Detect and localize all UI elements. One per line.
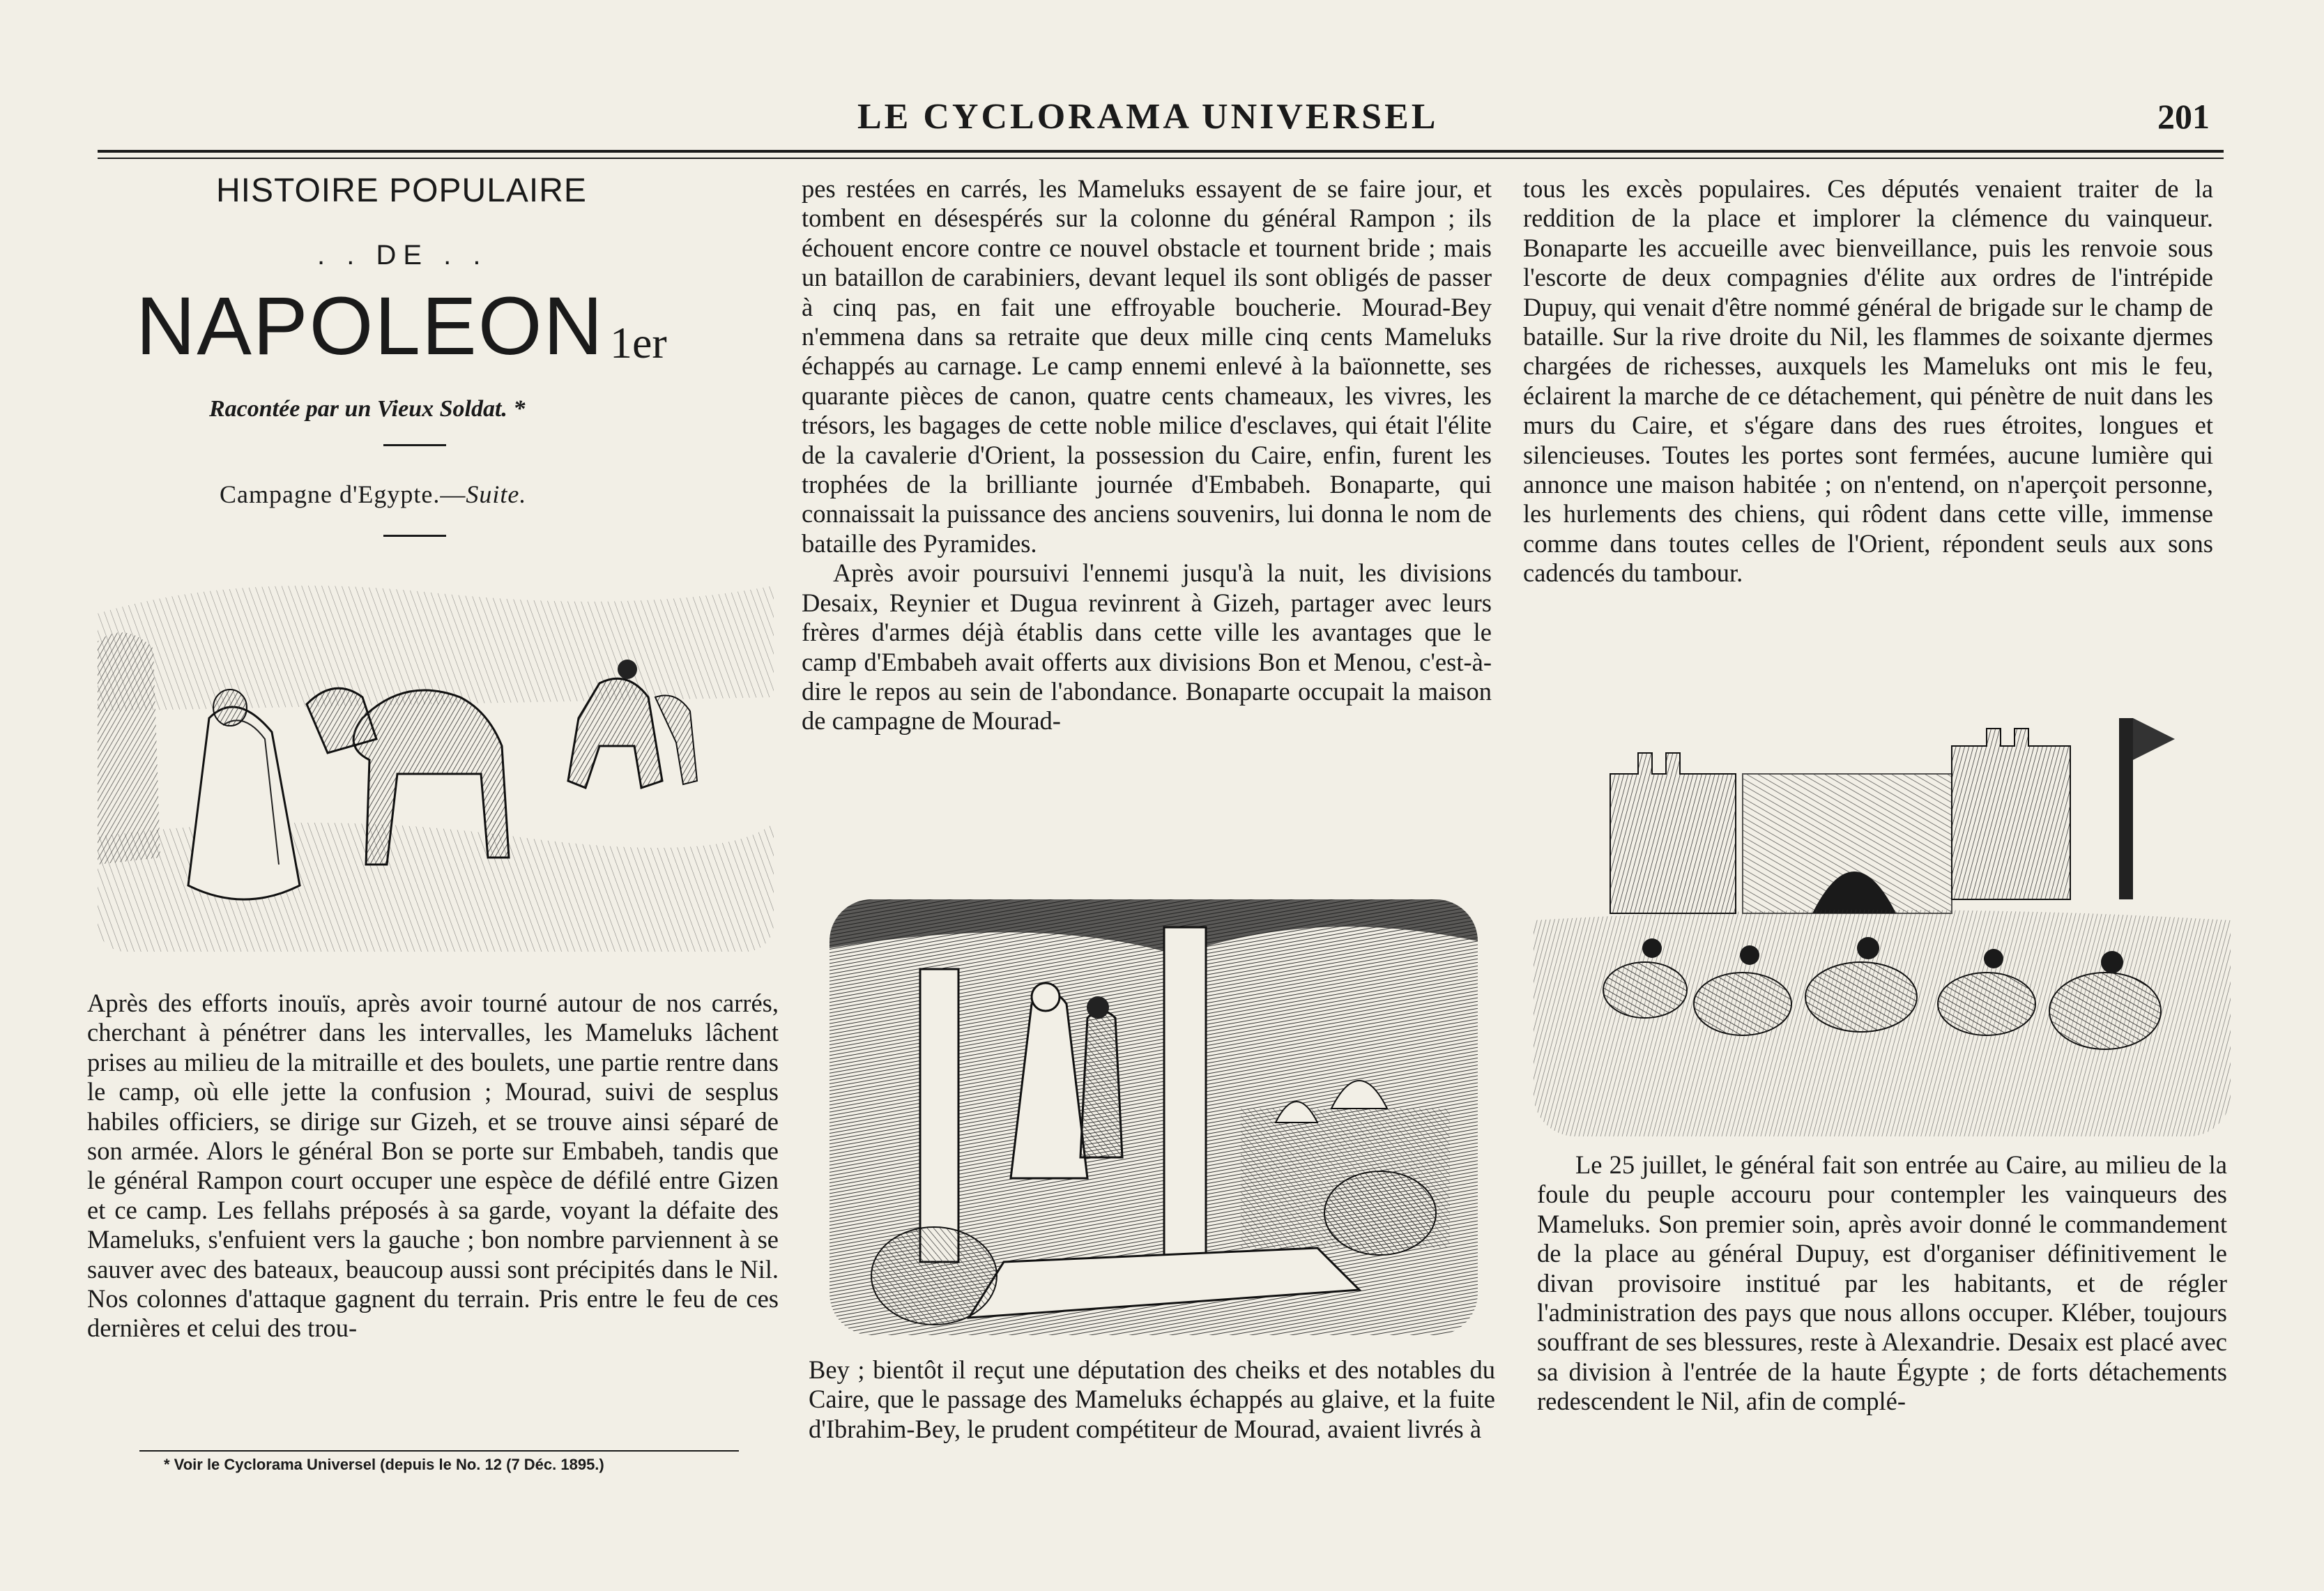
column-2-body-bottom xyxy=(809,1355,1495,1444)
section-label: Campagne d'Egypte.— xyxy=(220,480,466,508)
page-number: 201 xyxy=(2157,97,2210,136)
illustration-camel-caravan xyxy=(98,558,774,952)
footnote: * Voir le Cyclorama Universel (depuis le No. 12 (7 Déc. 1895.) xyxy=(164,1456,604,1473)
paragraph: pes restées en carrés, les Mameluks essayent de se faire jour, et tombent en désespérés sur la colonne du général Rampon ; ils échouent encore contre ce nouvel obstacle et tournent bride ; mais un bataillon de carabiniers, devant lequel ils sont obligés de passer à cinq pas, en fait une effroyable boucherie. Mourad-Bey n'emmena dans sa retraite que deux mille cinq cents Mameluks échappés au carnage. Le camp ennemi enlevé à la baïonnette, ses quarante pièces de canon, quatre cents chameaux, les vivres, les trésors, les bagages de cette noble milice d'esclaves, qui était l'élite de la cavalerie d'Orient, la possession du Caire, enfin, furent les trophées de la brilliante journée d'Embabeh. Bonaparte, qui connaissait la puissance des anciens souvenirs, lui donna le nom de bataille des Pyramides. xyxy=(802,174,1492,558)
illustration-delegation xyxy=(830,899,1478,1335)
column-3-body-bottom xyxy=(1537,1150,2227,1417)
heading-histoire-populaire: HISTOIRE POPULAIRE xyxy=(216,172,587,209)
column-3-body-top xyxy=(1523,174,2213,588)
section-suffix: Suite. xyxy=(466,480,527,508)
heading-ordinal: 1er xyxy=(610,318,667,367)
page-header-title: LE CYCLORAMA UNIVERSEL xyxy=(857,97,1439,137)
header-rule-thin xyxy=(98,158,2224,159)
paragraph: Après avoir poursuivi l'ennemi jusqu'à la nuit, les divisions Desaix, Reynier et Dugua revinrent à Gizeh, partager avec leurs frères d'armes déjà établis dans cette ville les avantages que le camp d'Embabeh avait offerts aux divisions Bon et Menou, c'est-à-dire le repos au sein de l'abondance. Bonaparte occupait la maison de campagne de Mourad- xyxy=(802,558,1492,736)
paragraph: Bey ; bientôt il reçut une députation des cheiks et des notables du Caire, que le passage des Mameluks échappés au glaive, et la fuite d'Ibrahim-Bey, le prudent compétiteur de Mourad, avaient livrés à xyxy=(809,1355,1495,1443)
header-rule-thick xyxy=(98,150,2224,153)
illustration-entry-into-cairo xyxy=(1534,690,2231,1136)
paragraph: Le 25 juillet, le général fait son entrée au Caire, au milieu de la foule du peuple accouru pour contempler les vainqueurs des Mameluks. Son premier soin, après avoir donné le commandement de la place au général Dupuy, est d'organiser définitivement le divan provisoire institué par les habitants, et de régler l'administration des pays que nous allons occuper. Kléber, toujours souffrant de ses blessures, reste à Alexandrie. Desaix est placé avec sa division à l'entrée de la haute Égypte ; de forts détachements redescendent le Nil, afin de complé- xyxy=(1537,1150,2227,1416)
column-2-body-top xyxy=(802,174,1492,736)
short-divider xyxy=(383,444,446,446)
byline: Racontée par un Vieux Soldat. * xyxy=(209,396,526,422)
section-heading xyxy=(220,480,526,509)
column-1-body xyxy=(87,989,779,1343)
heading-de: . . DE . . xyxy=(317,240,488,271)
footnote-rule xyxy=(139,1450,739,1452)
heading-napoleon: NAPOLEON xyxy=(136,280,604,372)
paragraph: tous les excès populaires. Ces députés venaient traiter de la reddition de la place et implorer la clémence du vainqueur. Bonaparte les accueille avec bienveillance, puis les renvoie sous l'escorte de deux compagnies d'élite aux ordres de l'intrépide Dupuy, qui venait d'être nommé général de brigade sur le champ de bataille. Sur la rive droite du Nil, les flammes de soixante djermes chargées de richesses, auxquels les Mameluks ont mis le feu, éclairent la marche de ce détachement, qui pénètre de nuit dans les murs du Caire, et s'égare dans des rues étroites, longues et silencieuses. Toutes les portes sont fermées, aucune lumière qui annonce une maison habitée ; on n'entend, on n'aperçoit personne, les hurlements des chiens, qui rôdent dans cette ville, immense comme dans toutes celles de l'Orient, répondent seuls aux sons cadencés du tambour. xyxy=(1523,174,2213,588)
short-divider xyxy=(383,535,446,537)
paragraph: Après des efforts inouïs, après avoir tourné autour de nos carrés, cherchant à pénétrer dans les intervalles, les Mameluks lâchent prises au milieu de la mitraille et des boulets, une partie rentre dans le camp, où elle jette la confusion ; Mourad, suivi de sesplus habiles officiers, se dirige sur Gizeh, et se trouve ainsi séparé de son armée. Alors le général Bon se porte sur Embabeh, tandis que le général Rampon court occuper une espèce de défilé entre Gizen et ce camp. Les fellahs préposés à sa garde, voyant la défaite des Mameluks, s'enfuient vers la gauche ; bon nombre parviennent à se sauver avec des bateaux, beaucoup aussi sont précipités dans le Nil. Nos colonnes d'attaque gagnent du terrain. Pris entre le feu de ces dernières et celui des trou- xyxy=(87,989,779,1343)
